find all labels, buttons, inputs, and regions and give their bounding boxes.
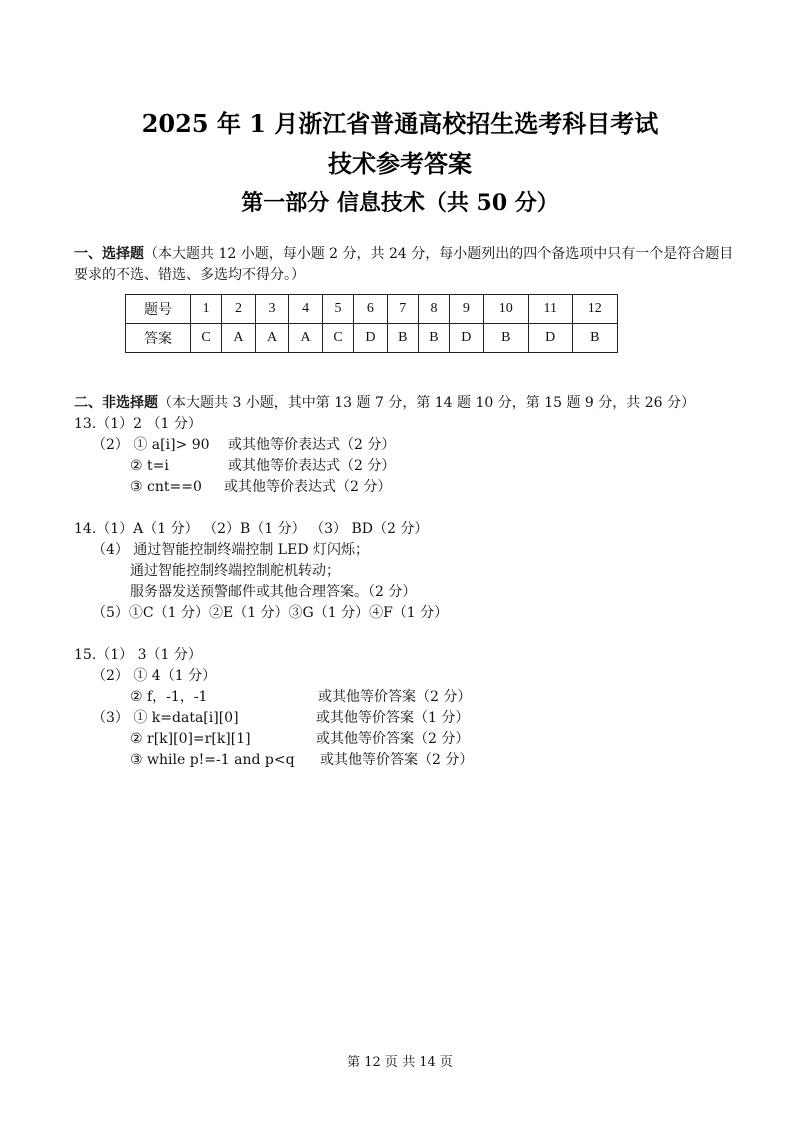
answer-cell: C bbox=[191, 324, 222, 353]
question-number: 11 bbox=[528, 295, 572, 324]
part-title: 第一部分 信息技术（共 50 分） bbox=[241, 190, 559, 216]
question-number: 3 bbox=[255, 295, 289, 324]
q15-part3-blank1-note: 或其他等价答案（1 分） bbox=[316, 710, 470, 726]
q15-part3-blank3-note: 或其他等价答案（2 分） bbox=[320, 752, 474, 768]
question-number: 9 bbox=[450, 295, 484, 324]
question-number: 12 bbox=[572, 295, 617, 324]
answer-cell: A bbox=[222, 324, 256, 353]
question-number: 1 bbox=[191, 295, 222, 324]
document-subtitle: 技术参考答案 bbox=[328, 149, 472, 178]
answer-table bbox=[125, 294, 618, 353]
table-header-answer: 答案 bbox=[126, 324, 191, 353]
q14-part5: （5）①C（1 分）②E（1 分）③G（1 分）④F（1 分） bbox=[92, 605, 449, 621]
q13-part2-blank1-note: 或其他等价表达式（2 分） bbox=[228, 437, 396, 453]
answer-cell: D bbox=[450, 324, 484, 353]
answer-cell: B bbox=[483, 324, 528, 353]
q13-part2-blank1: （2） ① a[i]> 90 bbox=[92, 437, 210, 453]
question-number: 4 bbox=[289, 295, 323, 324]
q14-part4-line2: 通过智能控制终端控制舵机转动； bbox=[130, 563, 340, 579]
q15-part3-blank2-note: 或其他等价答案（2 分） bbox=[316, 731, 470, 747]
table-header-question: 题号 bbox=[126, 295, 191, 324]
section1-description: （本大题共 12 小题，每小题 2 分，共 24 分，每小题列出的四个备选项中只有一个是符合题目 bbox=[144, 246, 734, 262]
q13-part2-blank3-note: 或其他等价表达式（2 分） bbox=[224, 479, 392, 495]
q15-part2-blank2: ② f，-1，-1 bbox=[130, 689, 208, 705]
answer-cell: C bbox=[322, 324, 353, 353]
q15-part2-blank1: （2） ① 4（1 分） bbox=[92, 668, 217, 684]
question-number: 6 bbox=[354, 295, 388, 324]
page-number: 第 12 页 共 14 页 bbox=[347, 1055, 453, 1070]
section2-intro bbox=[74, 394, 695, 412]
q13-part2-blank2: ② t=i bbox=[130, 458, 169, 474]
q14-part4-line1: （4） 通过智能控制终端控制 LED 灯闪烁； bbox=[92, 542, 369, 558]
section1-description-cont: 要求的不选、错选、多选均不得分。） bbox=[74, 267, 305, 283]
q15-part3-blank3: ③ while p!=-1 and p<q bbox=[130, 752, 295, 768]
section1-intro bbox=[74, 245, 733, 263]
question-number: 10 bbox=[483, 295, 528, 324]
q13-part1: 13.（1）2 （1 分） bbox=[74, 416, 202, 432]
answer-cell: A bbox=[255, 324, 289, 353]
q15-part3-blank2: ② r[k][0]=r[k][1] bbox=[130, 731, 251, 747]
q15-part1: 15.（1） 3（1 分） bbox=[74, 647, 202, 663]
table-row-questions bbox=[126, 295, 618, 324]
answer-cell: A bbox=[289, 324, 323, 353]
q13-part2-blank3: ③ cnt==0 bbox=[130, 479, 202, 495]
answer-cell: B bbox=[572, 324, 617, 353]
q15-part3-blank1: （3） ① k=data[i][0] bbox=[92, 710, 239, 726]
q14-part4-line3: 服务器发送预警邮件或其他合理答案。（2 分） bbox=[130, 584, 417, 600]
answer-cell: B bbox=[418, 324, 449, 353]
answer-cell: B bbox=[387, 324, 418, 353]
question-number: 2 bbox=[222, 295, 256, 324]
answer-cell: D bbox=[354, 324, 388, 353]
section2-description: （本大题共 3 小题，其中第 13 题 7 分，第 14 题 10 分，第 15 题 9 分，共 26 分） bbox=[158, 395, 695, 411]
q15-part2-blank2-note: 或其他等价答案（2 分） bbox=[318, 689, 472, 705]
document-title: 2025 年 1 月浙江省普通高校招生选考科目考试 bbox=[141, 109, 659, 138]
question-number: 7 bbox=[387, 295, 418, 324]
table-row-answers bbox=[126, 324, 618, 353]
q14-parts1-3: 14.（1）A（1 分） （2）B（1 分） （3） BD（2 分） bbox=[74, 521, 429, 537]
answer-cell: D bbox=[528, 324, 572, 353]
section1-heading: 一、选择题 bbox=[74, 246, 144, 262]
section2-heading: 二、非选择题 bbox=[74, 395, 158, 411]
question-number: 5 bbox=[322, 295, 353, 324]
q13-part2-blank2-note: 或其他等价表达式（2 分） bbox=[228, 458, 396, 474]
question-number: 8 bbox=[418, 295, 449, 324]
